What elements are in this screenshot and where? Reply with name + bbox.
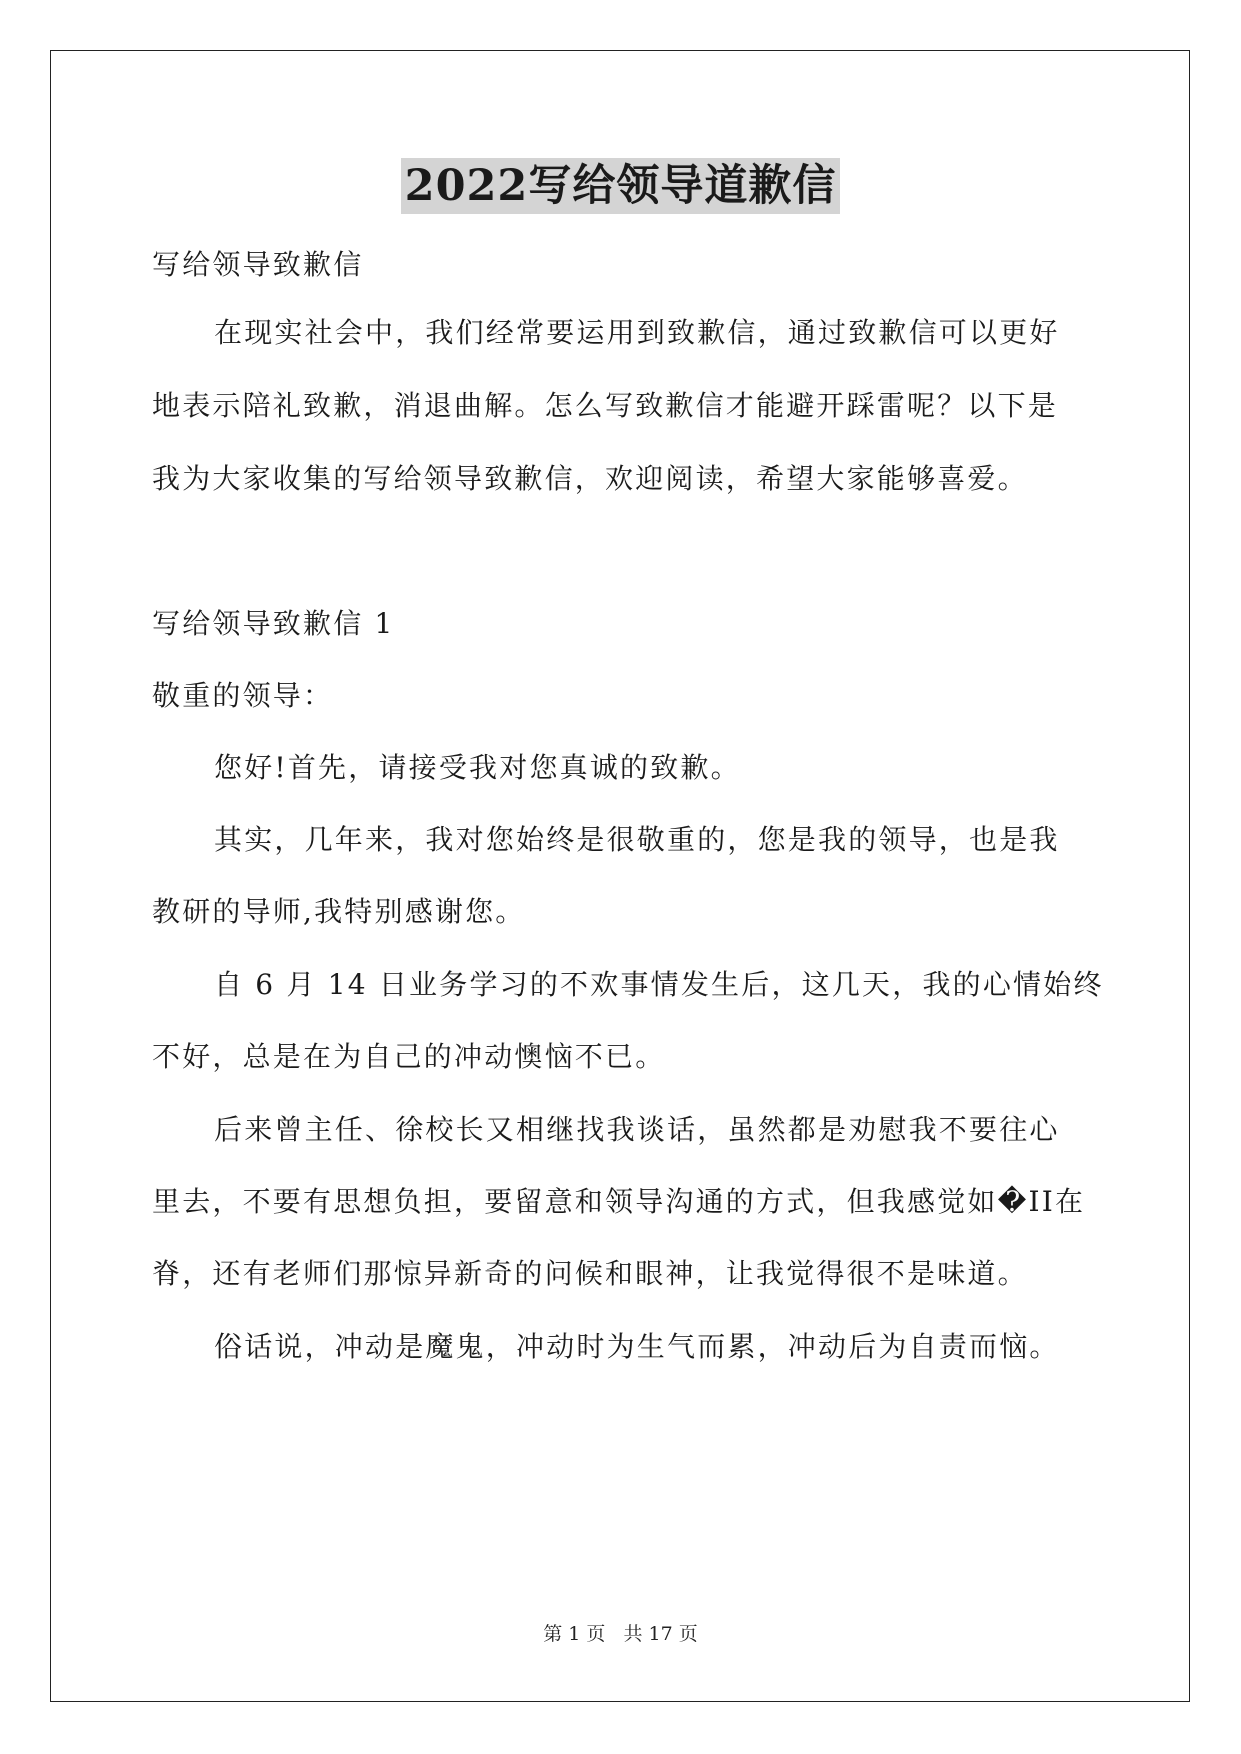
title-wrap	[0, 158, 1241, 214]
paragraph-line: 教研的导师,我特别感谢您。	[152, 895, 526, 928]
page-total: 共 17 页	[623, 1623, 698, 1645]
section-heading: 写给领导致歉信 1	[152, 607, 395, 640]
salutation: 敬重的领导：	[152, 679, 334, 712]
paragraph-line: 在现实社会中，我们经常要运用到致歉信，通过致歉信可以更好	[214, 316, 1060, 349]
paragraph-line: 俗话说，冲动是魔鬼，冲动时为生气而累，冲动后为自责而恼。	[214, 1330, 1060, 1363]
page-footer	[0, 1622, 1241, 1646]
paragraph-line: 自 6 月 14 日业务学习的不欢事情发生后，这几天，我的心情始终	[214, 968, 1104, 1001]
paragraph-line: 我为大家收集的写给领导致歉信，欢迎阅读，希望大家能够喜爱。	[152, 462, 1028, 495]
paragraph-line: 不好，总是在为自己的冲动懊恼不已。	[152, 1040, 666, 1073]
paragraph-line: 其实，几年来，我对您始终是很敬重的，您是我的领导，也是我	[214, 823, 1060, 856]
document-title: 2022写给领导道歉信	[401, 158, 841, 214]
paragraph-line: 后来曾主任、徐校长又相继找我谈话，虽然都是劝慰我不要往心	[214, 1113, 1060, 1146]
intro-heading: 写给领导致歉信	[152, 248, 364, 281]
paragraph-line: 脊，还有老师们那惊异新奇的问候和眼神，让我觉得很不是味道。	[152, 1257, 1028, 1290]
paragraph-line: 地表示陪礼致歉，消退曲解。怎么写致歉信才能避开踩雷呢？以下是	[152, 389, 1059, 422]
page-number: 第 1 页	[543, 1623, 606, 1645]
paragraph-line: 您好!首先，请接受我对您真诚的致歉。	[214, 751, 741, 784]
page-border	[50, 50, 1190, 1702]
paragraph-line: 里去，不要有思想负担，要留意和领导沟通的方式，但我感觉如�II在	[152, 1185, 1086, 1218]
